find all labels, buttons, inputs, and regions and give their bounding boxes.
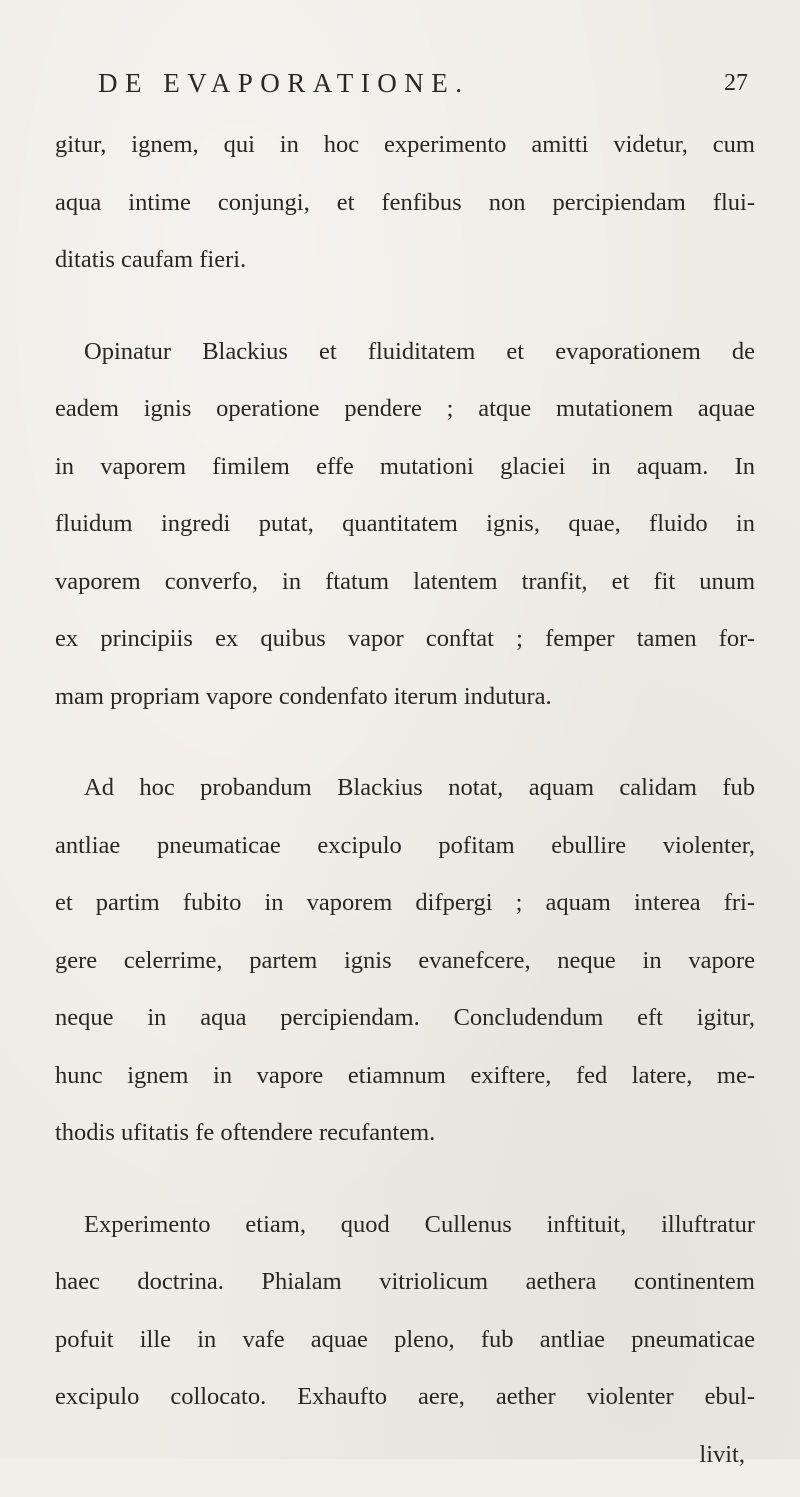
text-line: gere celerrime, partem ignis evanefcere, neque in vapore — [55, 946, 755, 1004]
paragraph-2 — [55, 337, 755, 740]
text-line: aqua intime conjungi, et fenfibus non percipiendam flui- — [55, 188, 755, 246]
text-line: mam propriam vapore condenfato iterum indutura. — [55, 682, 755, 740]
text-line: antliae pneumaticae excipulo pofitam ebullire violenter, — [55, 831, 755, 889]
text-line: vaporem converfo, in ftatum latentem tranfit, et fit unum — [55, 567, 755, 625]
paragraph-gap — [55, 1176, 755, 1210]
text-line: ex principiis ex quibus vapor conftat ; femper tamen for- — [55, 624, 755, 682]
running-head — [0, 68, 800, 108]
text-line: neque in aqua percipiendam. Concludendum eft igitur, — [55, 1003, 755, 1061]
text-line: eadem ignis operatione pendere ; atque mutationem aquae — [55, 394, 755, 452]
running-title: DE EVAPORATIONE. — [98, 68, 470, 99]
text-line: pofuit ille in vafe aquae pleno, fub antliae pneumaticae — [55, 1325, 755, 1383]
text-line: Opinatur Blackius et fluiditatem et evaporationem de — [55, 337, 755, 395]
text-line: et partim fubito in vaporem difpergi ; aquam interea fri- — [55, 888, 755, 946]
paragraph-1 — [55, 130, 755, 303]
body-text — [55, 130, 755, 1497]
paragraph-4 — [55, 1210, 755, 1497]
text-line: thodis ufitatis fe oftendere recufantem. — [55, 1118, 755, 1176]
catchword: livit, — [55, 1440, 755, 1497]
text-line: ditatis caufam fieri. — [55, 245, 755, 303]
text-line: haec doctrina. Phialam vitriolicum aethera continentem — [55, 1267, 755, 1325]
page-number: 27 — [724, 70, 748, 97]
paragraph-gap — [55, 739, 755, 773]
text-line: excipulo collocato. Exhaufto aere, aether violenter ebul- — [55, 1382, 755, 1440]
text-line: Ad hoc probandum Blackius notat, aquam calidam fub — [55, 773, 755, 831]
paragraph-gap — [55, 303, 755, 337]
paragraph-3 — [55, 773, 755, 1176]
text-line: fluidum ingredi putat, quantitatem ignis, quae, fluido in — [55, 509, 755, 567]
text-line: Experimento etiam, quod Cullenus inftituit, illuftratur — [55, 1210, 755, 1268]
text-line: gitur, ignem, qui in hoc experimento amitti videtur, cum — [55, 130, 755, 188]
text-line: hunc ignem in vapore etiamnum exiftere, fed latere, me- — [55, 1061, 755, 1119]
text-line: in vaporem fimilem effe mutationi glaciei in aquam. In — [55, 452, 755, 510]
